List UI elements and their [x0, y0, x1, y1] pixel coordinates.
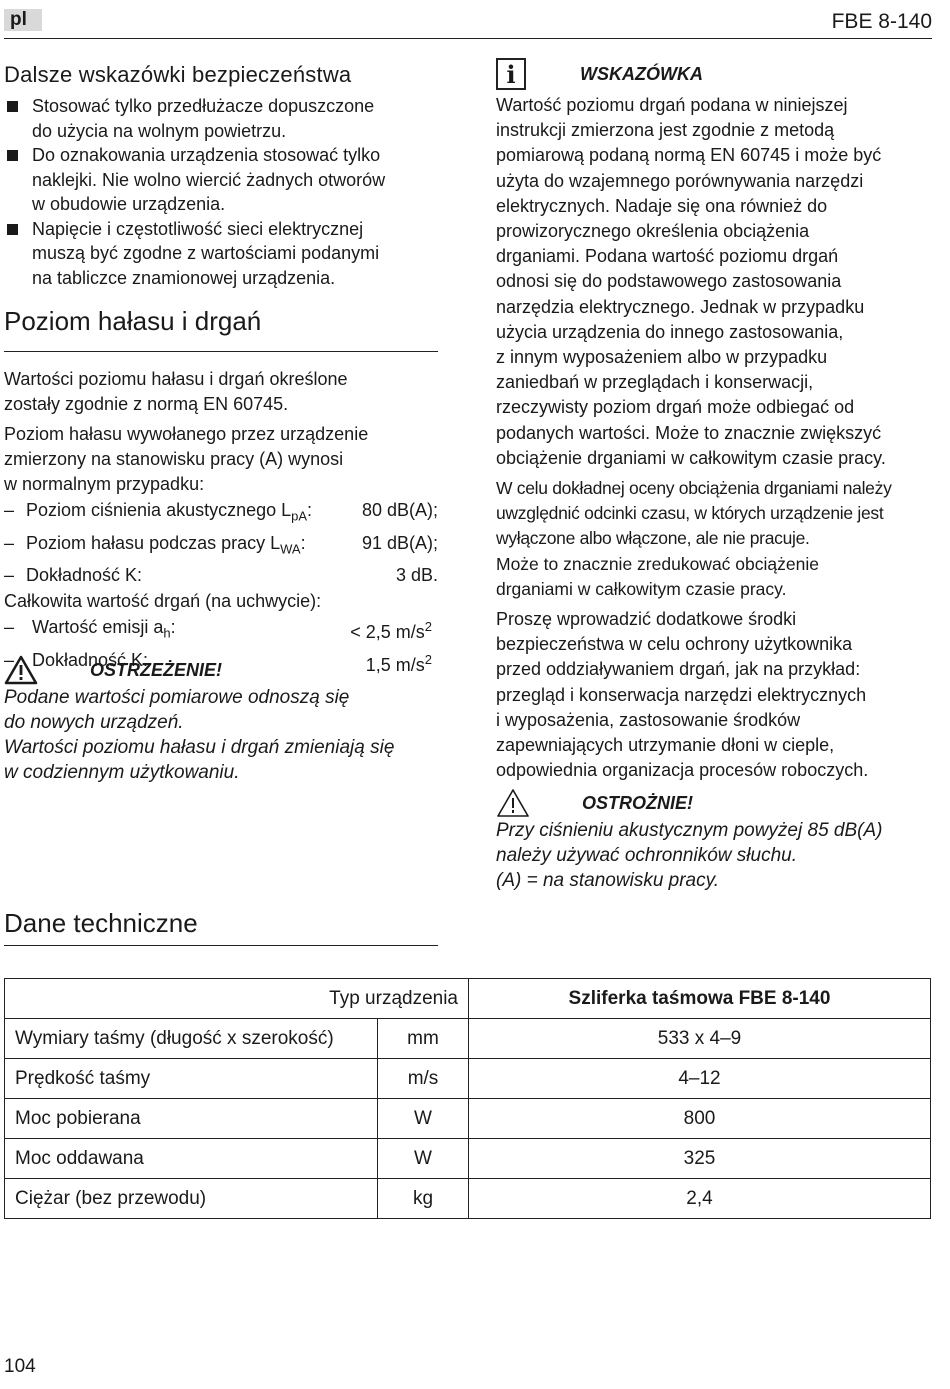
page-number: 104	[4, 1356, 36, 1377]
sound-pressure-row: – Poziom ciśnienia akustycznego $L_{pA}$: 80 dB(A);	[4, 500, 438, 524]
model-header: FBE 8-140	[831, 10, 932, 33]
warning-triangle-icon	[4, 655, 38, 685]
safety-title: Dalsze wskazówki bezpieczeństwa	[4, 62, 352, 87]
bullet-square-icon	[7, 101, 18, 112]
tech-section	[4, 908, 438, 946]
safety-item-1: Stosować tylko przedłużacze dopuszczone do użycia na wolnym powietrzu.	[4, 94, 438, 143]
bullet-square-icon	[7, 150, 18, 161]
note-block: i WSKAZÓWKA Wartość poziomu drgań podana w niniejszej instrukcji zmierzona jest zgodnie z metodą pomiarową podaną normą EN 60745 i może być użyta do wzajemnego porównywania narzędzi elektrycznych. Nadaje się ona również do prowizorycznego określenia obciążenia drganiami. Podana wartość poziomu drgań odnosi się do podstawowego zastosowania narzędzia elektrycznego. Jednak w przypadku użycia urządzenia do innego zastosowania, z innym wyposażeniem albo w przypadku zaniedbań w przeglądach i konserwacji, rzeczywisty poziom drgań może odbiegać od podanych wartości. Może to znacznie zwiększyć obciążenie drganiami w całkowitym czasie pracy. W celu dokładnej oceny obciążenia drganiami należy uwzględnić odcinki czasu, w których urządzenie jest wyłączone albo włączone, ale nie pracuje. Może to znacznie zredukować obciążenie drganiami w całkowitym czasie pracy. Proszę wprowadzić dodatkowe środki bezpieczeństwa w celu ochrony użytkownika przed oddziaływaniem drgań, jak na przykład: przegląd i konserwacja narzędzi elektrycznych i wyposażenia, zastosowanie środków zapewniających utrzymanie dłoni w cieple, odpowiednia organizacja procesów roboczych.	[496, 59, 892, 781]
table-row: Wymiary taśmy (długość x szerokość) mm 533 x 4–9	[5, 1019, 931, 1059]
vibration-title: Całkowita wartość drgań (na uchwycie):	[4, 591, 322, 612]
noise-accuracy-row: – Dokładność K: 3 dB.	[4, 565, 438, 586]
safety-item-3: Napięcie i częstotliwość sieci elektrycznej muszą być zgodne z wartościami podanymi na tabliczce znamionowej urządzenia.	[4, 217, 438, 291]
table-header-row	[5, 979, 931, 1019]
warning-title: OSTRZEŻENIE!	[90, 659, 223, 680]
caution-title: OSTROŻNIE!	[582, 792, 693, 813]
type-value-cell: Szliferka taśmowa FBE 8-140	[469, 979, 931, 1019]
table-row: Moc pobierana W 800	[5, 1099, 931, 1139]
noise-section: Poziom hałasu i drgań Wartości poziomu hałasu i drgań określone zostały zgodnie z normą EN 60745. Poziom hałasu wywołanego przez urządzenie zmierzony na stanowisku pracy (A) wynosi w normalnym przypadku: – Poziom ciśnienia akustycznego $L_{pA}$: 80 dB(A); – Poziom hałasu podczas pracy $L_{WA}$: 91 dB(A); – Dokładność K: 3 dB. Całkowita wartość drgań (na uchwycie): – Wartość emisji $a_h$: < 2,5 $m/s^2$ – Dokładność K: 1,5 $m/s^2$	[4, 306, 438, 678]
safety-section	[4, 62, 438, 290]
table-row: Moc oddawana W 325	[5, 1139, 931, 1179]
info-icon: i	[496, 58, 526, 90]
note-title: WSKAZÓWKA	[580, 63, 703, 84]
table-row: Ciężar (bez przewodu) kg 2,4	[5, 1179, 931, 1219]
type-label-cell: Typ urządzenia	[5, 979, 469, 1019]
sound-power-row: – Poziom hałasu podczas pracy $L_{WA}$: 91 dB(A);	[4, 532, 438, 557]
tech-title: Dane techniczne	[4, 908, 438, 946]
safety-item-2: Do oznakowania urządzenia stosować tylko naklejki. Nie wolno wiercić żadnych otworów w obudowie urządzenia.	[4, 143, 438, 217]
bullet-square-icon	[7, 224, 18, 235]
noise-title: Poziom hałasu i drgań	[4, 306, 438, 352]
header-divider	[4, 38, 932, 39]
tech-table	[4, 978, 931, 1219]
language-badge: pl	[4, 9, 42, 31]
warning-block: OSTRZEŻENIE! Podane wartości pomiarowe odnoszą się do nowych urządzeń. Wartości poziomu hałasu i drgań zmieniają się w codziennym użytkowaniu.	[4, 655, 438, 785]
vibration-emission-row: – Wartość emisji $a_h$: < 2,5 $m/s^2$	[4, 617, 432, 643]
caution-block: OSTROŻNIE! Przy ciśnieniu akustycznym powyżej 85 dB(A) należy używać ochronników słuchu. (A) = na stanowisku pracy.	[496, 788, 934, 893]
caution-triangle-icon	[496, 788, 530, 818]
vibration-accuracy-row: – Dokładność K: 1,5 $m/s^2$	[4, 649, 432, 675]
table-row: Prędkość taśmy m/s 4–12	[5, 1059, 931, 1099]
